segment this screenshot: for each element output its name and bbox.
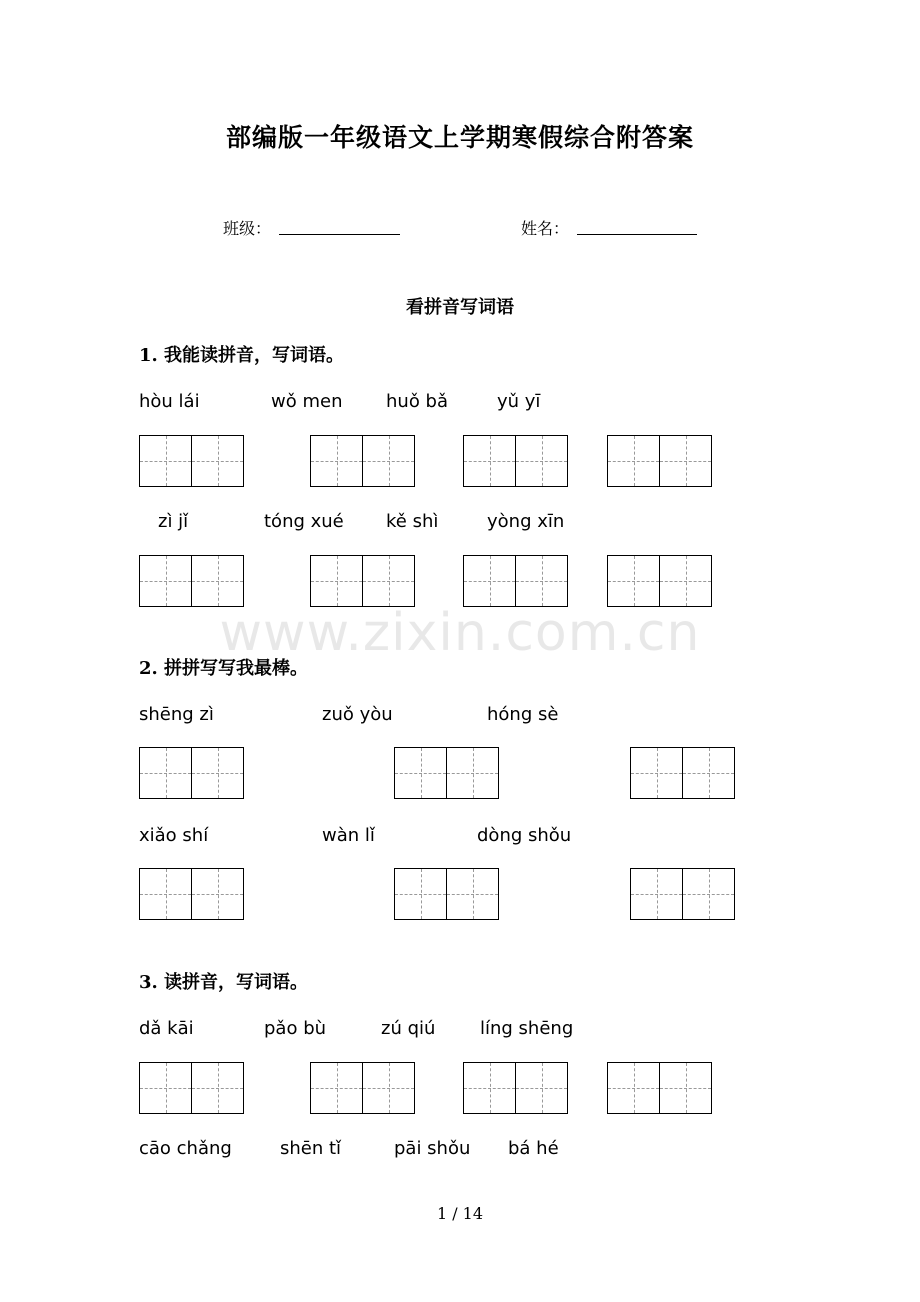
writing-box[interactable] <box>139 555 244 607</box>
writing-box[interactable] <box>310 555 415 607</box>
pinyin-label: huǒ bǎ <box>386 391 449 412</box>
pinyin-label: shēn tǐ <box>280 1138 342 1159</box>
writing-box[interactable] <box>630 868 735 920</box>
writing-box[interactable] <box>394 747 499 799</box>
writing-box[interactable] <box>463 1062 568 1114</box>
writing-box[interactable] <box>394 868 499 920</box>
name-blank <box>577 234 697 235</box>
writing-box[interactable] <box>607 435 712 487</box>
writing-box[interactable] <box>463 555 568 607</box>
pinyin-label: dòng shǒu <box>477 825 572 846</box>
pinyin-label: kě shì <box>386 511 439 532</box>
writing-box[interactable] <box>310 435 415 487</box>
pinyin-label: wǒ men <box>271 391 343 412</box>
watermark: www.zixin.com.cn <box>219 603 701 663</box>
class-blank <box>279 234 400 235</box>
pinyin-label: zuǒ yòu <box>322 704 393 725</box>
writing-box[interactable] <box>607 1062 712 1114</box>
writing-box[interactable] <box>630 747 735 799</box>
writing-box[interactable] <box>139 435 244 487</box>
pinyin-label: hòu lái <box>139 391 200 412</box>
pinyin-label: pǎo bù <box>264 1018 327 1039</box>
pinyin-label: xiǎo shí <box>139 825 209 846</box>
pinyin-label: líng shēng <box>480 1018 574 1039</box>
writing-box[interactable] <box>139 747 244 799</box>
pinyin-label: zì jǐ <box>158 511 189 532</box>
pinyin-label: cāo chǎng <box>139 1138 232 1159</box>
pinyin-label: dǎ kāi <box>139 1018 194 1039</box>
pinyin-label: yǔ yī <box>497 391 541 412</box>
pinyin-label: yòng xīn <box>487 511 565 532</box>
pinyin-label: zú qiú <box>381 1018 436 1039</box>
pinyin-label: wàn lǐ <box>322 825 375 846</box>
page-number: 1 / 14 <box>436 1204 484 1223</box>
pinyin-label: bá hé <box>508 1138 559 1159</box>
document-title: 部编版一年级语文上学期寒假综合附答案 <box>225 123 694 152</box>
pinyin-label: shēng zì <box>139 704 214 725</box>
question-heading-2: 2. 拼拼写写我最棒。 <box>139 658 309 679</box>
writing-box[interactable] <box>139 1062 244 1114</box>
name-label: 姓名： <box>521 219 570 238</box>
writing-box[interactable] <box>310 1062 415 1114</box>
class-label: 班级： <box>223 219 272 238</box>
section-title: 看拼音写词语 <box>406 297 514 318</box>
pinyin-label: tóng xué <box>264 511 344 532</box>
writing-box[interactable] <box>607 555 712 607</box>
question-heading-3: 3. 读拼音，写词语。 <box>139 972 309 993</box>
question-heading-1: 1. 我能读拼音，写词语。 <box>139 345 345 366</box>
writing-box[interactable] <box>463 435 568 487</box>
pinyin-label: pāi shǒu <box>394 1138 471 1159</box>
pinyin-label: hóng sè <box>487 704 559 725</box>
writing-box[interactable] <box>139 868 244 920</box>
